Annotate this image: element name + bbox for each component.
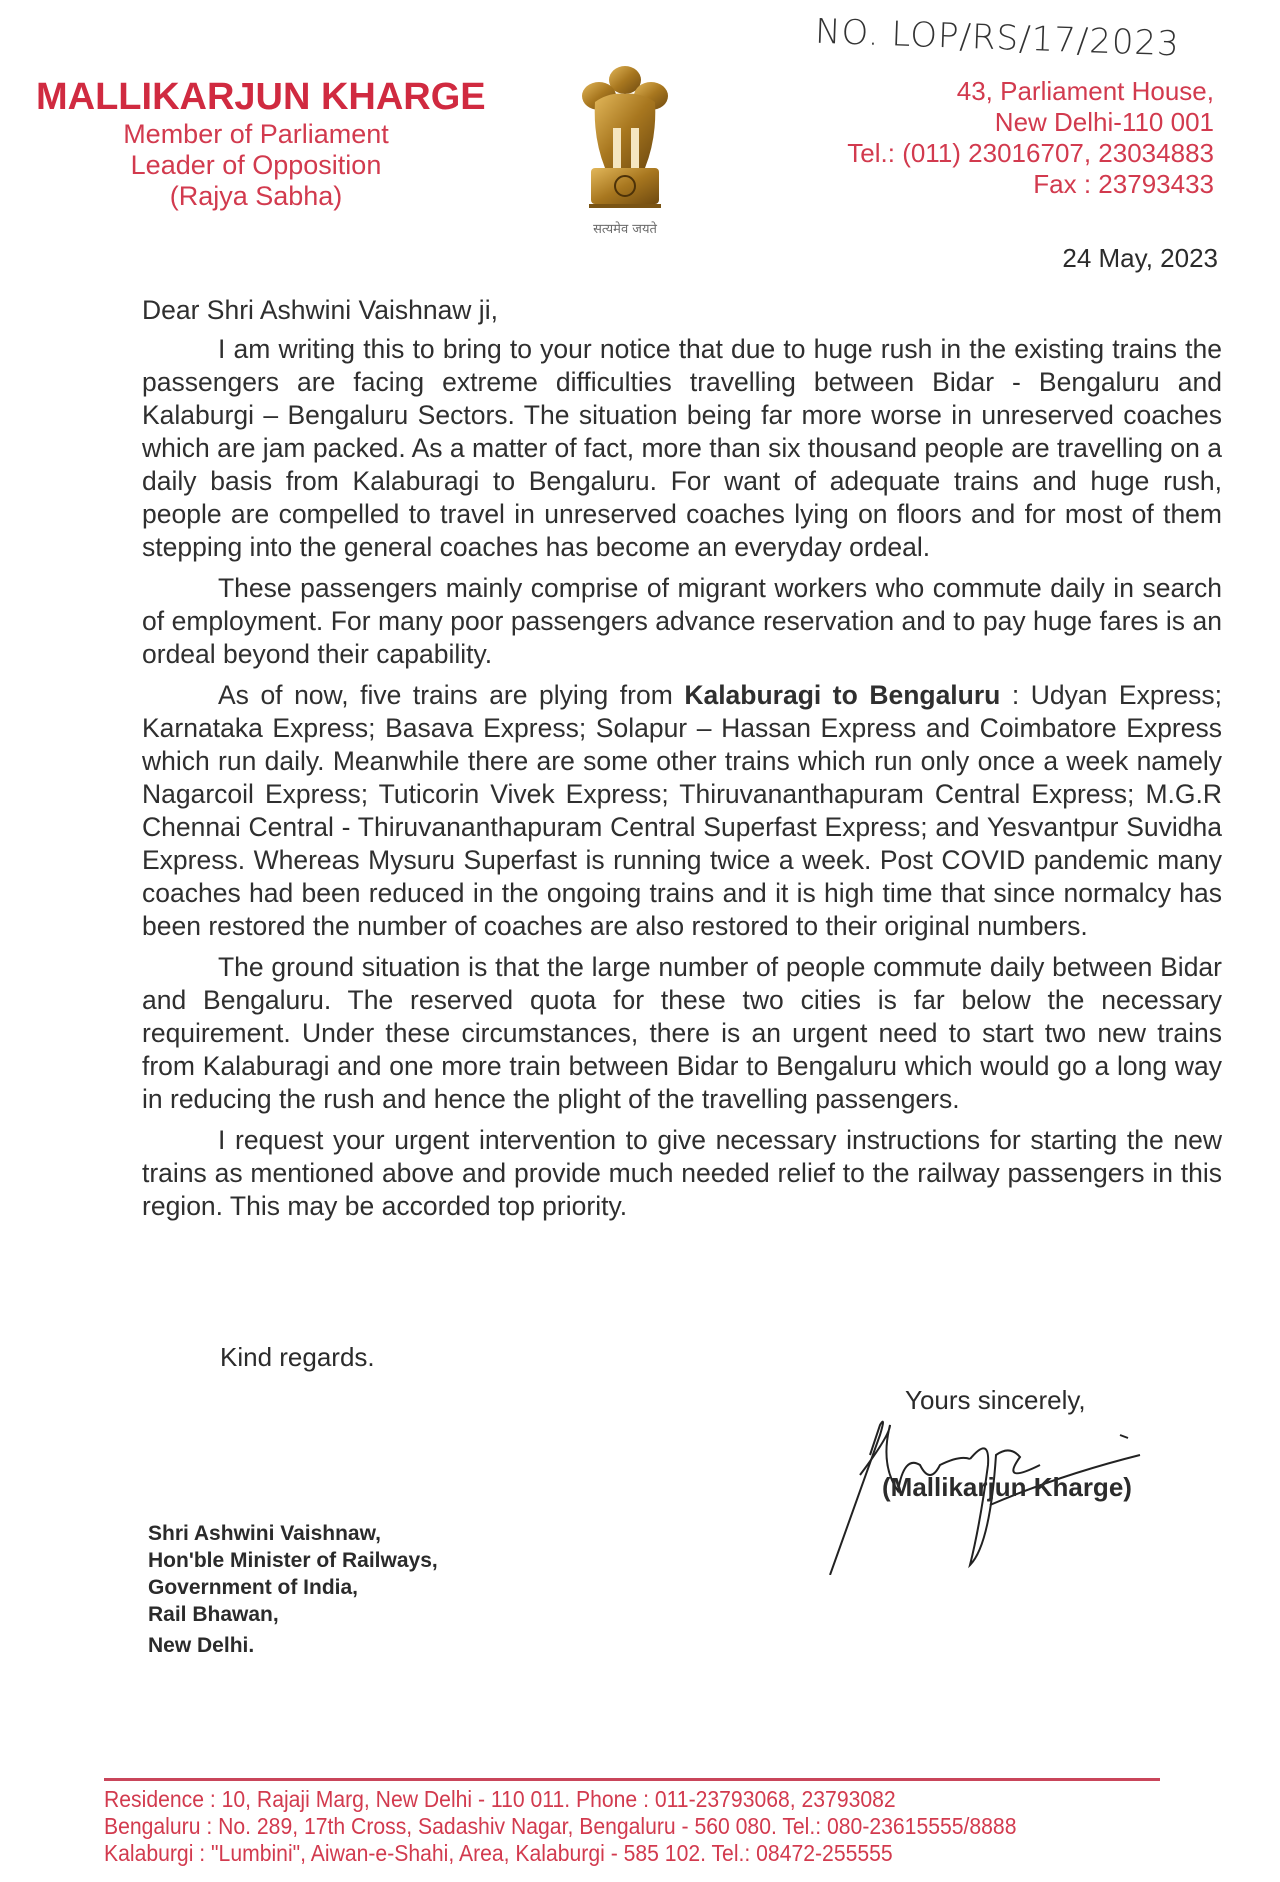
- reference-number: NO. LOP/RS/17/2023: [814, 11, 1181, 65]
- letterhead-sender: [36, 76, 486, 212]
- signatory-name: (Mallikarjun Kharge): [882, 1472, 1132, 1502]
- sender-name: MALLIKARJUN KHARGE: [36, 76, 486, 118]
- address-line: Fax : 23793433: [1033, 169, 1214, 199]
- recipient-line: Shri Ashwini Vaishnaw,: [148, 1522, 381, 1545]
- address-line: New Delhi-110 001: [994, 107, 1214, 137]
- route-highlight: Kalaburagi to Bengaluru: [684, 680, 1001, 710]
- body-paragraph: I am writing this to bring to your notice that due to huge rush in the existing trains the passengers are facing extreme difficulties travelling between Bidar - Bengaluru and Kalaburgi – Bengaluru Sectors. The situation being far more worse in unreserved coaches which are jam packed. As a matter of fact, more than six thousand people are travelling on a daily basis from Kalaburagi to Bengaluru. For want of adequate trains and huge rush, people are compelled to travel in unreserved coaches lying on floors and for most of them stepping into the general coaches has become an everyday ordeal.: [142, 334, 1222, 562]
- footer-line: Kalaburgi : "Lumbini", Aiwan-e-Shahi, Area, Kalaburgi - 585 102. Tel.: 08472-255555: [104, 1840, 893, 1866]
- address-line: 43, Parliament House,: [956, 76, 1214, 106]
- body-paragraph: These passengers mainly comprise of migrant workers who commute daily in search of employment. For many poor passengers advance reservation and to pay huge fares is an ordeal beyond their capability.: [142, 573, 1222, 669]
- closing: Kind regards.: [220, 1342, 375, 1372]
- recipient-line: Rail Bhawan,: [148, 1603, 279, 1626]
- letter-body: [142, 333, 1222, 1223]
- letterhead-address: [847, 76, 1214, 200]
- salutation: Dear Shri Ashwini Vaishnaw ji,: [142, 295, 498, 325]
- footer-divider: [104, 1778, 1160, 1781]
- valediction: Yours sincerely,: [905, 1385, 1086, 1415]
- emblem-motto: सत्यमेव जयते: [593, 222, 657, 237]
- letter-date: 24 May, 2023: [1062, 243, 1218, 273]
- footer-line: Bengaluru : No. 289, 17th Cross, Sadashiv Nagar, Bengaluru - 560 080. Tel.: 080-23615555/8888: [104, 1813, 1017, 1839]
- address-line: Tel.: (011) 23016707, 23034883: [847, 138, 1214, 168]
- sender-title: (Rajya Sabha): [169, 181, 343, 211]
- paragraph-text: : Udyan Express; Karnataka Express; Basava Express; Solapur – Hassan Express and Coimbatore Express which run daily. Meanwhile there are some other trains which run only once a week namely Nagarcoil Express; Tuticorin Vivek Express; Thiruvananthapuram Central Express; M.G.R Chennai Central - Thiruvananthapuram Central Superfast Express; and Yesvantpur Suvidha Express. Whereas Mysuru Superfast is running twice a week. Post COVID pandemic many coaches had been reduced in the ongoing trains and it is high time that since normalcy has been restored the number of coaches are also restored to their original numbers.: [142, 680, 1222, 941]
- recipient-line: Government of India,: [148, 1576, 359, 1599]
- national-emblem-icon: [575, 58, 675, 238]
- footer-line: Residence : 10, Rajaji Marg, New Delhi - 110 011. Phone : 011-23793068, 23793082: [104, 1786, 896, 1812]
- sender-title: Leader of Opposition: [130, 150, 382, 180]
- paragraph-text: As of now, five trains are plying from: [218, 680, 685, 710]
- sender-title: Member of Parliament: [123, 119, 389, 149]
- footer-addresses: [104, 1786, 1016, 1867]
- body-paragraph: I request your urgent intervention to give necessary instructions for starting the new trains as mentioned above and provide much needed relief to the railway passengers in this region. This may be accorded top priority.: [142, 1125, 1222, 1221]
- recipient-line: Hon'ble Minister of Railways,: [148, 1549, 438, 1572]
- recipient-line: New Delhi.: [148, 1634, 255, 1657]
- body-paragraph: The ground situation is that the large number of people commute daily between Bidar and Bengaluru. The reserved quota for these two cities is far below the necessary requirement. Under these circumstances, there is an urgent need to start two new trains from Kalaburagi and one more train between Bidar to Bengaluru which would go a long way in reducing the rush and hence the plight of the travelling passengers.: [142, 952, 1222, 1114]
- body-paragraph: [142, 679, 1222, 943]
- recipient-address: [148, 1520, 438, 1659]
